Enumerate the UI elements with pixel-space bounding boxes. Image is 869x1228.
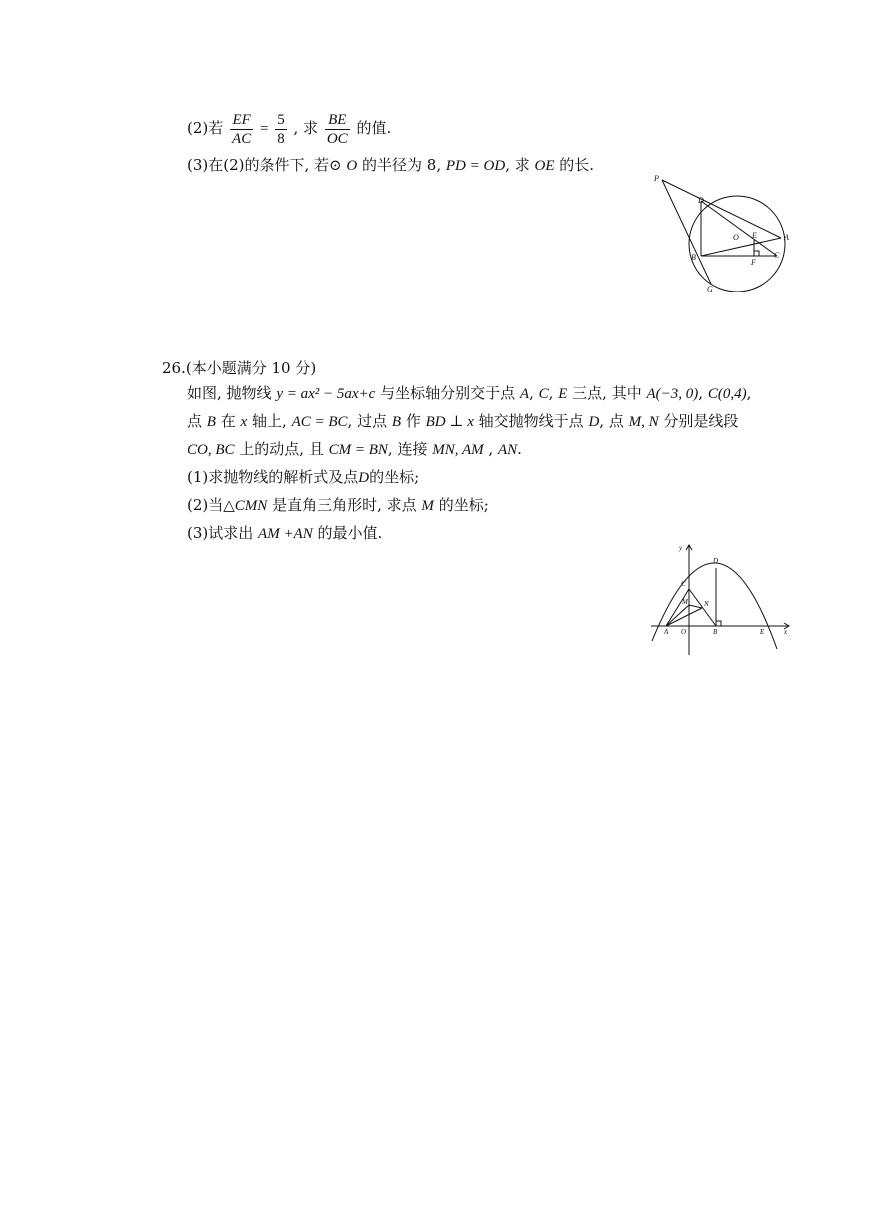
q26-item3: (3)试求出 AM +AN 的最小值. <box>187 524 383 542</box>
label-m: M <box>682 598 688 606</box>
label-b: B <box>691 253 696 262</box>
fraction-be-oc: $\frac{BE}{OC}$ <box>326 111 348 147</box>
circle-geometry-figure <box>650 172 800 292</box>
parabola-figure <box>648 541 793 659</box>
q26-line2: 点 B 在 x 轴上, AC = BC, 过点 B 作 BD ⊥ x 轴交抛物线于点 D, 点 M, N 分别是线段 <box>187 412 739 430</box>
q26-item1: (1)求抛物线的解析式及点D的坐标; <box>187 468 420 486</box>
label-a: A <box>664 628 669 636</box>
line-cb <box>689 589 716 626</box>
q26-line1: 如图, 抛物线 y = ax² − 5ax+c 与坐标轴分别交于点 A, C, E 三点, 其中 A(−3, 0), C(0,4), <box>187 384 752 402</box>
parabola-curve <box>652 563 777 649</box>
label-d: D <box>698 196 704 205</box>
line-pa <box>662 180 781 238</box>
label-b: B <box>713 628 718 636</box>
line-mn <box>689 605 702 608</box>
label-x: x <box>784 628 788 636</box>
right-angle-mark <box>754 251 759 256</box>
label-f: F <box>751 258 756 267</box>
fraction-5-8: $\frac{5}{8}$ <box>277 111 285 147</box>
label-d: D <box>713 557 719 565</box>
fraction-ef-ac: $\frac{EF}{AC}$ <box>232 111 252 147</box>
q26-item2: (2)当△CMN 是直角三角形时, 求点 M 的坐标; <box>187 496 489 514</box>
label-n: N <box>704 600 709 608</box>
label-c: C <box>681 580 686 588</box>
q26-header: 26.(本小题满分 10 分) <box>162 359 317 377</box>
q26-line3: CO, BC 上的动点, 且 CM = BN, 连接 MN, AM , AN. <box>187 440 522 458</box>
label-e: E <box>760 628 765 636</box>
line-ba <box>701 238 781 256</box>
label-p: P <box>654 174 659 183</box>
q25-part2-prefix: (2)若 <box>187 119 224 137</box>
right-angle-mark <box>716 621 721 626</box>
label-o: O <box>733 233 739 242</box>
label-a: A <box>784 233 789 242</box>
label-o: O <box>681 628 687 636</box>
label-e: E <box>752 231 757 240</box>
q25-part3: (3)在(2)的条件下, 若⊙ O 的半径为 8, PD = OD, 求 OE 的长. <box>187 156 595 174</box>
label-g: G <box>707 285 713 292</box>
label-y: y <box>679 544 683 552</box>
circle-o <box>689 196 785 292</box>
q25-part2: (2)若 $\frac{EF}{AC}$ = $\frac{5}{8}$ , 求 $\frac{BE}{OC}$ 的值. <box>187 111 392 147</box>
label-c: C <box>774 251 780 260</box>
